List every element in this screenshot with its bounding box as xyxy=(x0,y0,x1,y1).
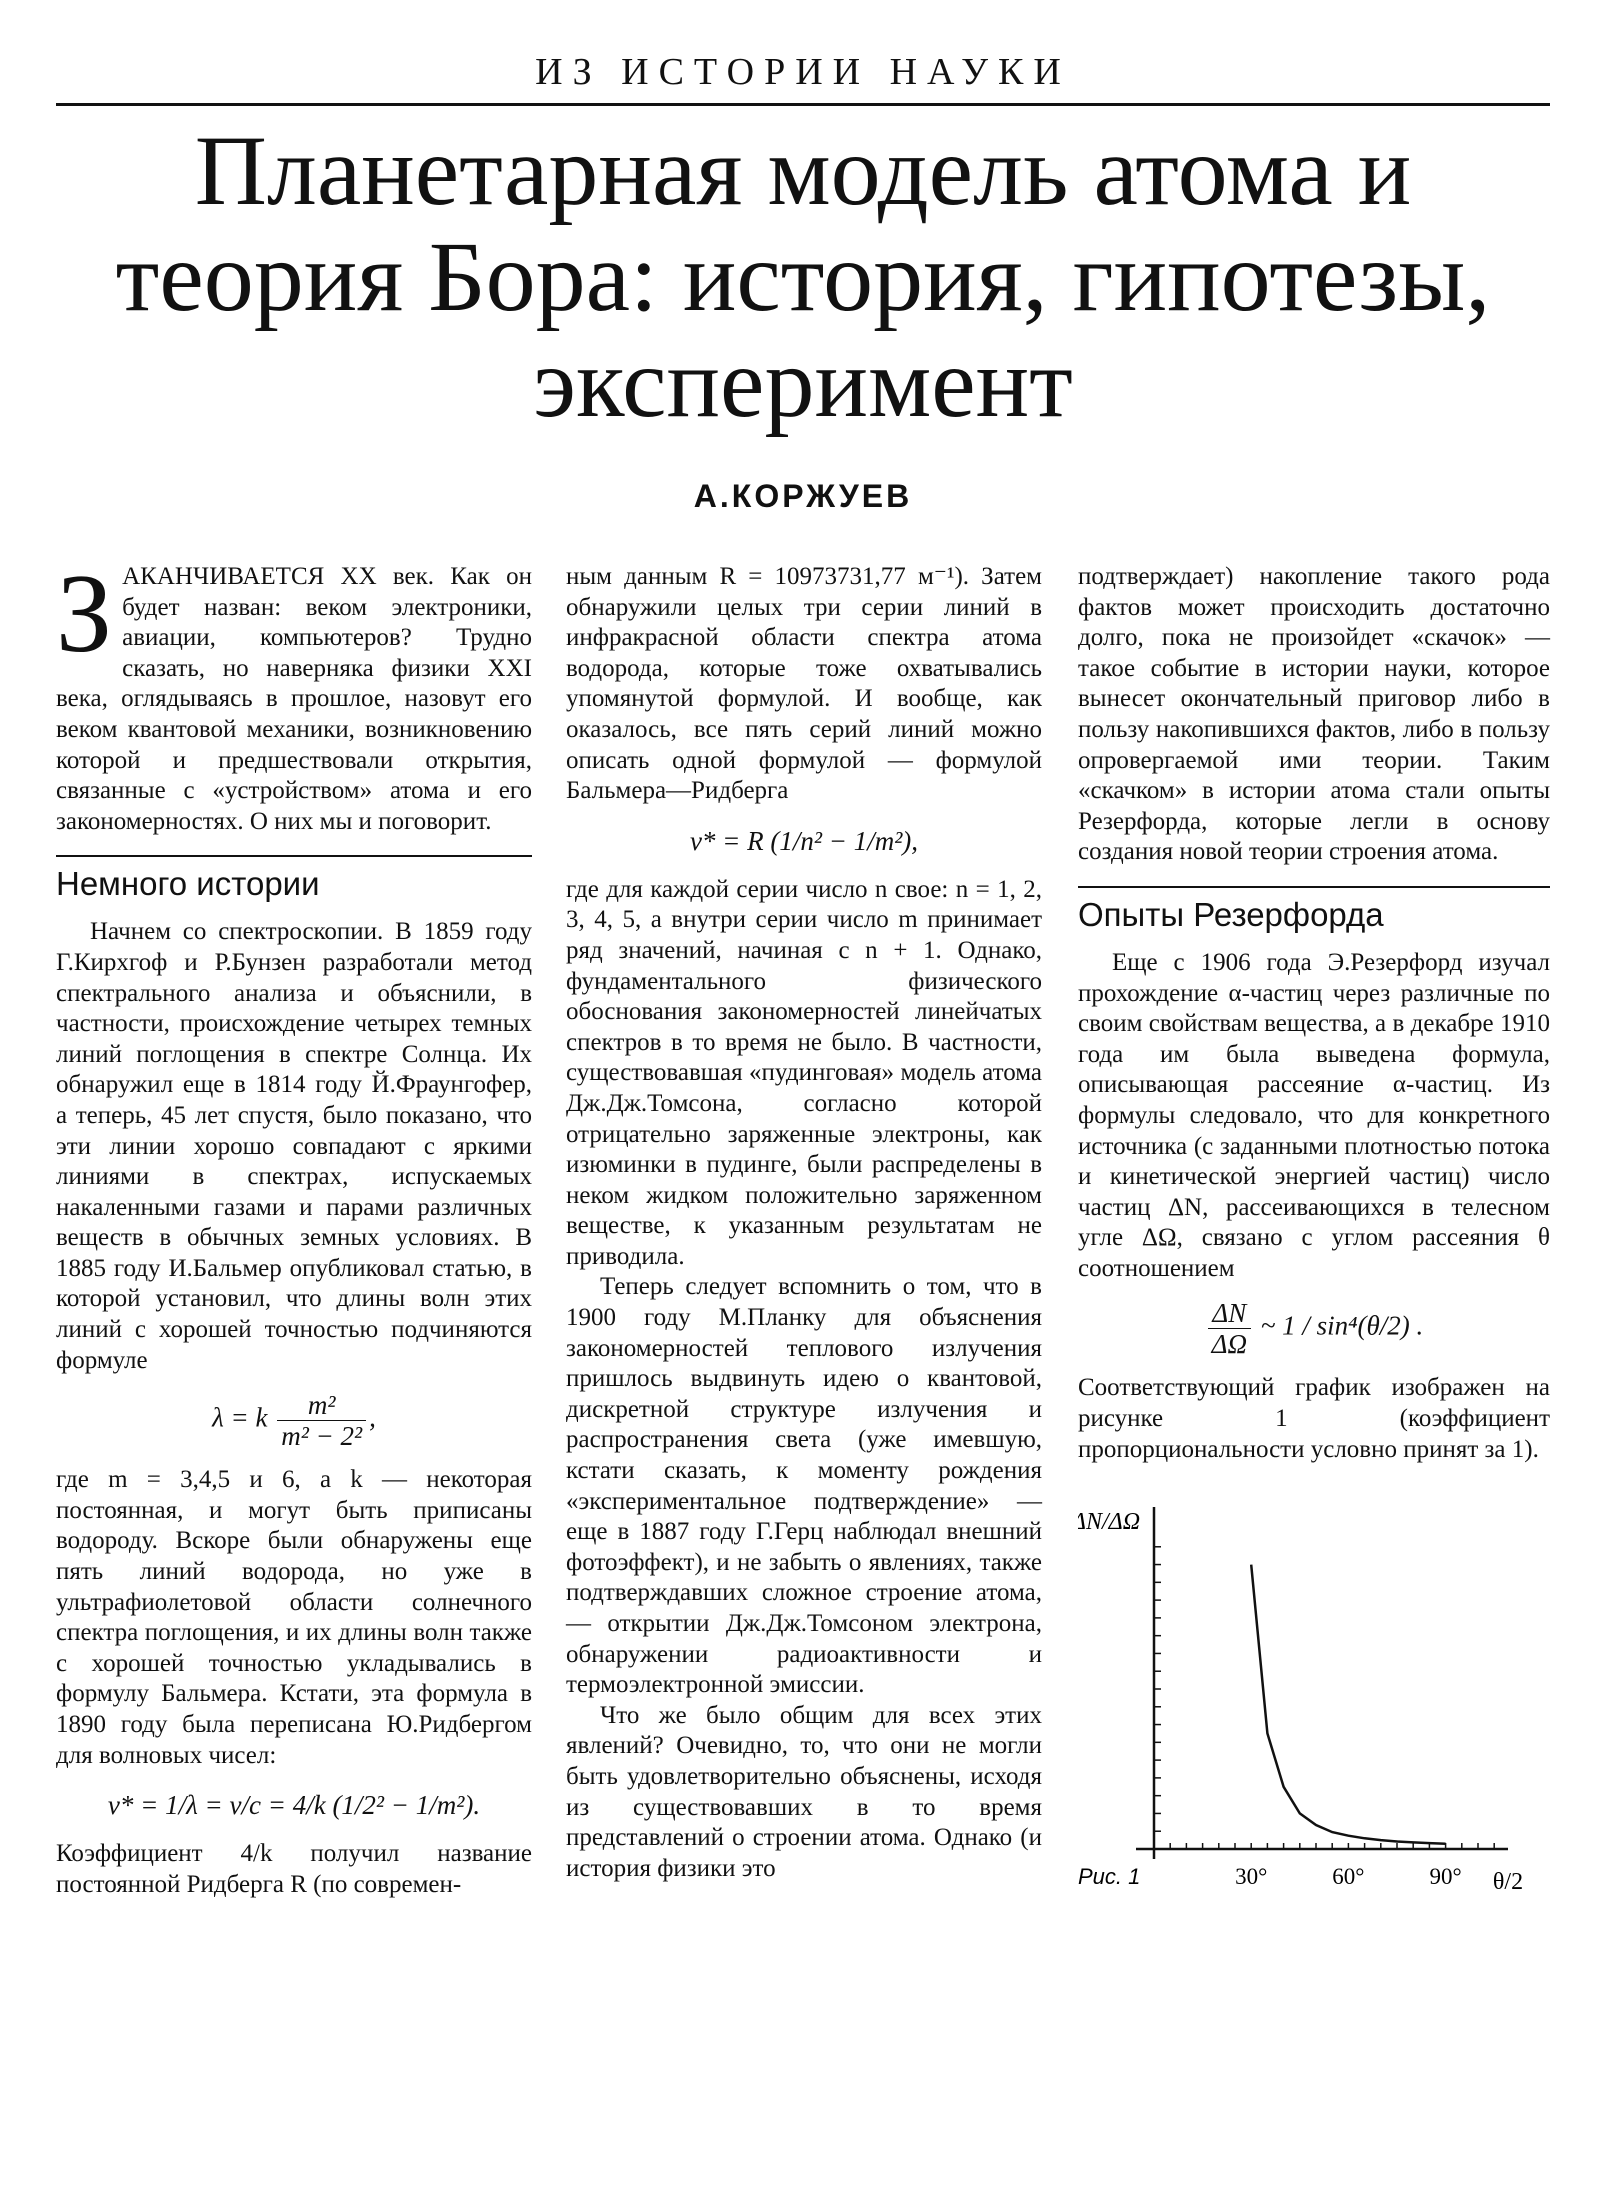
figure-caption: Рис. 1 xyxy=(1078,1864,1141,1890)
formula-balmer-rydberg xyxy=(566,821,1042,861)
author: А.КОРЖУЕВ xyxy=(693,478,913,514)
paragraph: Начнем со спектроскопии. В 1859 году Г.Кирхгоф и Р.Бунзен разработали метод спектрального анализа и объяснили, в частности, происхождение четырех темных линий поглощения в спектре Солнца. Их обнаружил еще в 1814 году Й.Фраунгофер, а теперь, 45 лет спустя, было показано, что эти линии хорошо совпадают с яркими линиями в спектрах, испускаемых накаленными газами и парами различных веществ в обычных земных условиях. В 1885 году И.Бальмер опубликовал статью, в которой установил, что длины волн этих линий с хорошей точностью подчиняются формуле xyxy=(56,918,532,1374)
dropcap: З xyxy=(56,552,113,676)
article-title: Планетарная модель атома и теория Бора: история, гипотезы, эксперимент xyxy=(115,115,1491,438)
column-2 xyxy=(566,562,1042,1884)
column-3 xyxy=(1078,562,1550,1909)
fraction xyxy=(1208,1298,1251,1359)
formula-paren: (1/n² − 1/m²), xyxy=(770,825,919,856)
scattering-curve xyxy=(1251,1565,1445,1844)
fraction-denominator: ΔΩ xyxy=(1211,1329,1248,1360)
paragraph: подтверждает) накопление такого рода фактов может происходить достаточно долго, пока не произойдет «скачок» — такое событие в истории науки, которое вынесет окончательный приговор либо в пользу накопившихся фактов, либо в пользу опровергаемой ими теории. Таким «скачком» в истории атома стали опыты Резерфорда, которые легли в основу создания новой теории строения атома. xyxy=(1078,563,1550,866)
paragraph: Соответствующий график изображен на рисунке 1 (коэффициент пропорциональности условно принят за 1). xyxy=(1078,1374,1550,1463)
x-tick-label: 60° xyxy=(1332,1864,1365,1890)
column-1 xyxy=(56,552,532,1900)
section-rule xyxy=(56,103,1550,106)
x-tick-label: 30° xyxy=(1235,1864,1268,1890)
formula-lhs: ν* = 1/λ = ν/c = 4/k xyxy=(107,1790,326,1821)
section-header: ИЗ ИСТОРИИ НАУКИ xyxy=(535,51,1071,93)
formula-paren: (1/2² − 1/m²). xyxy=(332,1790,481,1821)
fraction-numerator: ΔN xyxy=(1208,1298,1251,1329)
paragraph: Что же было общим для всех этих явлений? Очевидно, то, что они не могли быть удовлетворительно объяснены, исходя из существовавших в то время представлений о строении атома. Однако (и история физики это xyxy=(566,1701,1042,1882)
formula-rutherford xyxy=(1078,1298,1550,1359)
fraction-numerator: m² xyxy=(277,1390,366,1421)
formula-lhs: λ = k xyxy=(212,1402,268,1433)
intro-paragraph xyxy=(56,552,532,837)
heading-rutherford: Опыты Резерфорда xyxy=(1078,886,1550,934)
heading-history: Немного истории xyxy=(56,855,532,903)
paragraph: Коэффициент 4/k получил название постоянной Ридберга R (по современ- xyxy=(56,1840,532,1898)
paragraph: Теперь следует вспомнить о том, что в 1900 году М.Планку для объяснения закономерностей теплового излучения пришлось выдвинуть идею о квантовой, дискретной структуре излучения и распространения света (уже имевшую, кстати сказать, к моменту рождения «экспериментальное подтверждение» — еще в 1887 году Г.Герц наблюдал внешний фотоэффект), и не забыть о явлениях, также подтверждавших сложное строение атома, — открытии Дж.Дж.Томсоном электрона, обнаружении радиоактивности и термоэлектронной эмиссии. xyxy=(566,1273,1042,1699)
formula-rydberg xyxy=(56,1785,532,1825)
fraction xyxy=(277,1390,366,1451)
intro-text: АКАНЧИВАЕТСЯ XX век. Как он будет назван: веком электроники, авиации, компьютеров? Трудно сказать, но наверняка физики XXI века, оглядываясь в прошлое, назовут его веком квантовой механики, возникновению которой и предшествовали открытия, связанные с «устройством» атома и его закономерностях. О них мы и поговорит. xyxy=(56,563,532,835)
formula-rhs: ~ 1 / sin⁴(θ/2) . xyxy=(1260,1311,1424,1342)
x-axis-label: θ/2 xyxy=(1492,1869,1524,1896)
paragraph: где для каждой серии число n свое: n = 1, 2, 3, 4, 5, а внутри серии число m принимает ряд значений, начиная с n + 1. Однако, фундаментального физического обоснования закономерностей линейчатых спектров в то время не было. В частности, существовавшая «пудинговая» модель атома Дж.Дж.Томсона, согласно которой отрицательно заряженные электроны, как изюминки в пудинге, были распределены в неком жидком положительно заряженном веществе, к указанным результатам не приводила. xyxy=(566,875,1042,1270)
paragraph: где m = 3,4,5 и 6, а k — некоторая постоянная, и могут быть приписаны водороду. Вскоре были обнаружены еще пять линий водорода, но уже в ультрафиолетовой области солнечного спектра поглощения, и их длины волн также с хорошей точностью укладывались в формулу Бальмера. Кстати, эта формула в 1890 году была переписана Ю.Ридбергом для волновых чисел: xyxy=(56,1466,532,1769)
fraction-denominator: m² − 2² xyxy=(281,1421,363,1452)
x-tick-label: 90° xyxy=(1429,1864,1462,1890)
y-axis-label: ΔN/ΔΩ xyxy=(1078,1509,1141,1536)
paragraph: Еще с 1906 года Э.Резерфорд изучал прохождение α-частиц через различные по своим свойствам вещества, а в декабре 1910 года им была выведена формула, описывающая рассеяние α-частиц. Из формулы следовало, что для конкретного источника (с заданными плотностью потока и кинетической энергией частиц) число частиц ΔN, рассеивающихся в телесном угле ΔΩ, связано с углом рассеяния θ соотношением xyxy=(1078,948,1550,1282)
chart-svg xyxy=(1078,1489,1550,1909)
formula-lhs: ν* = R xyxy=(689,825,764,856)
formula-balmer-lambda: λ = k $\frac{\text{m²}}{\text{m² − 2²}}$ , xyxy=(212,1390,376,1452)
figure-1 xyxy=(1078,1489,1550,1909)
paragraph: ным данным R = 10973731,77 м⁻¹). Затем обнаружили целых три серии линий в инфракрасной области спектра атома водорода, которые тоже охватывались упомянутой формулой. И вообще, как оказалось, все пять серий линий можно описать одной формулой — формулой Бальмера—Ридберга xyxy=(566,563,1042,805)
